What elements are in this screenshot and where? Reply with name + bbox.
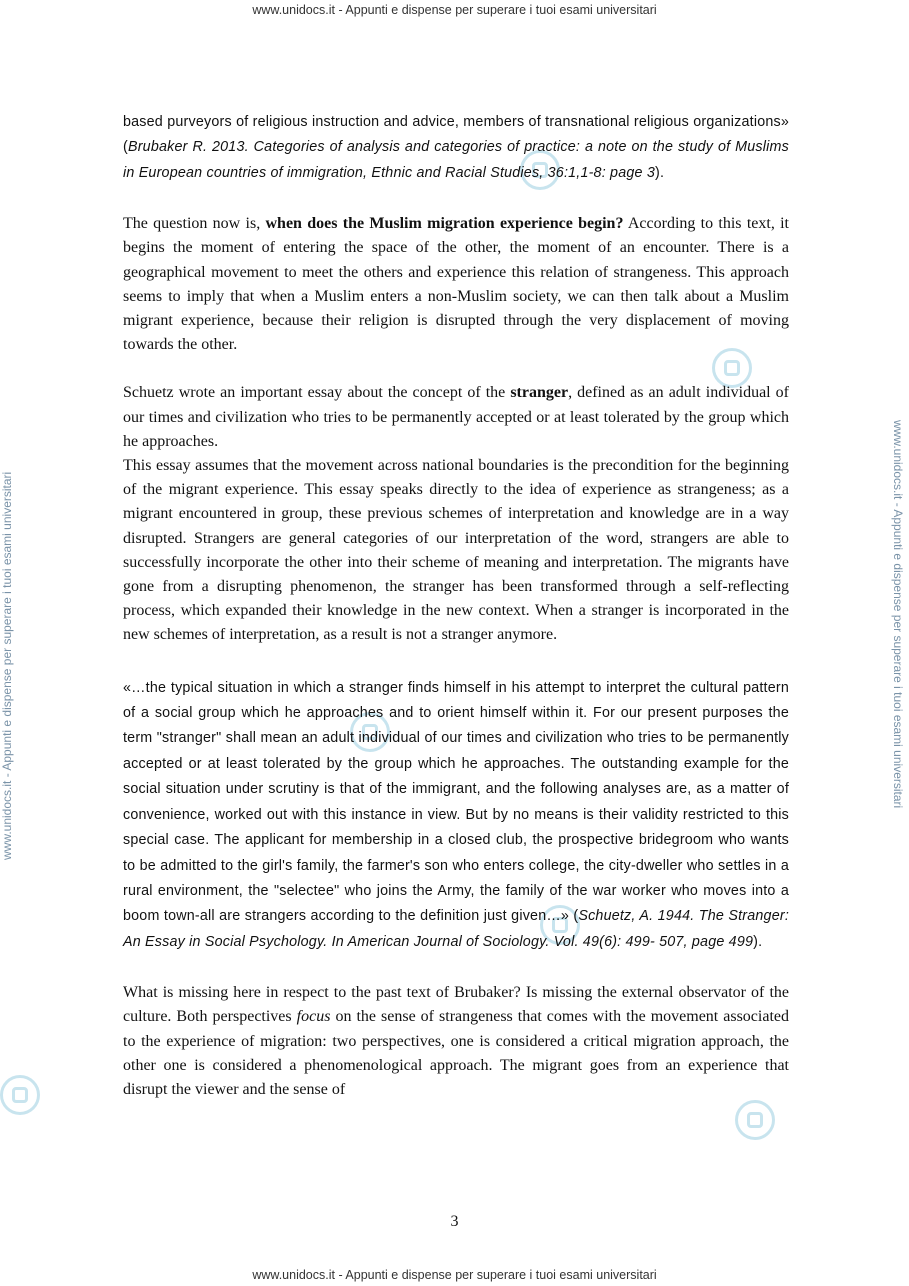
header-watermark: www.unidocs.it - Appunti e dispense per superare i tuoi esami universitari	[252, 3, 657, 17]
watermark-logo-icon	[735, 1100, 775, 1140]
page-number: 3	[450, 1213, 459, 1230]
term-stranger: stranger	[510, 384, 569, 402]
citation-brubaker: Brubaker R. 2013. Categories of analysis and categories of practice: a note on the study of Muslims in European countries of immigration, Ethnic and Racial Studies, 36:1,1-8: page 3	[123, 139, 789, 181]
term-focus: focus	[296, 1008, 331, 1026]
side-watermark-right: www.unidocs.it - Appunti e dispense per superare i tuoi esami universitari	[891, 420, 905, 809]
document-body	[123, 110, 789, 1102]
paragraph-schuetz-stranger: Schuetz wrote an important essay about the concept of the stranger, defined as an adult individual of our times and civilization who tries to be permanently accepted or at least tolerated by the group which he approaches.	[123, 384, 790, 450]
key-question: when does the Muslim migration experience begin?	[265, 215, 624, 233]
quote-schuetz: «…the typical situation in which a stranger finds himself in his attempt to interpret the cultural pattern of a social group which he approaches and to orient himself within it. For our present purposes the term "stranger" shall mean an adult individual of our times and civilization who tries to be permanently accepted or at least tolerated by the group which he approaches. The outstanding example for the social situation under scrutiny is that of the immigrant, and the following analyses are, as a matter of convenience, worked out with this instance in view. But by no means is their validity restricted to this special case. The applicant for membership in a closed club, the prospective bridegroom who wants to be admitted to the girl's family, the farmer's son who enters college, the city-dweller who settles in a rural environment, the "selectee" who joins the Army, the family of the war worker who moves into a boom town-all are strangers according to the definition just given…» (Schuetz, A. 1944. The Stranger: An Essay in Social Psychology. In American Journal of Sociology. Vol. 49(6): 499- 507, page 499).	[123, 679, 789, 950]
paragraph-migration-question: The question now is, when does the Muslim migration experience begin? According to this text, it begins the moment of entering the space of the other, the moment of an encounter. There is a geographical movement to meet the others and experience this relation of strangeness. This approach seems to imply that when a Muslim enters a non-Muslim society, we can then talk about a Muslim migrant experience, because their religion is disrupted through the very displacement of moving towards the other.	[123, 215, 790, 354]
paragraph-brubaker-quote-end: based purveyors of religious instruction and advice, members of transnational religious organizations» (Brubaker R. 2013. Categories of analysis and categories of practice: a note on the study of Muslims in European countries of immigration, Ethnic and Racial Studies, 36:1,1-8: page 3).	[123, 114, 789, 181]
paragraph-missing-observer: What is missing here in respect to the past text of Brubaker? Is missing the external observator of the culture. Both perspectives focus on the sense of strangeness that comes with the movement associated to the experience of migration: two perspectives, one is considered a critical migration approach, the other one is considered a phenomenological approach. The migrant goes from an experience that disrupt the viewer and the sense of	[123, 984, 789, 1098]
paragraph-essay-assumption: This essay assumes that the movement across national boundaries is the precondition for the beginning of the migrant experience. This essay speaks directly to the idea of experience as strangeness; as a migrant encountered in group, these previous schemes of interpretation and knowledge are in a way disrupted. Strangers are general categories of our interpretation of the word, strangers are able to successfully incorporate the other into their scheme of meaning and interpretation. The migrants have gone from a disrupting phenomenon, the stranger has been transformed through a self-reflecting process, which expanded their knowledge in the new context. When a stranger is incorporated in the new schemes of interpretation, as a result is not a stranger anymore.	[123, 457, 789, 644]
footer-watermark: www.unidocs.it - Appunti e dispense per superare i tuoi esami universitari	[252, 1268, 657, 1282]
citation-schuetz: Schuetz, A. 1944. The Stranger: An Essay in Social Psychology. In American Journal of Sociology. Vol. 49(6): 499- 507, page 499	[123, 908, 789, 950]
watermark-logo-icon	[0, 1075, 40, 1115]
side-watermark-left: www.unidocs.it - Appunti e dispense per superare i tuoi esami universitari	[0, 471, 14, 860]
